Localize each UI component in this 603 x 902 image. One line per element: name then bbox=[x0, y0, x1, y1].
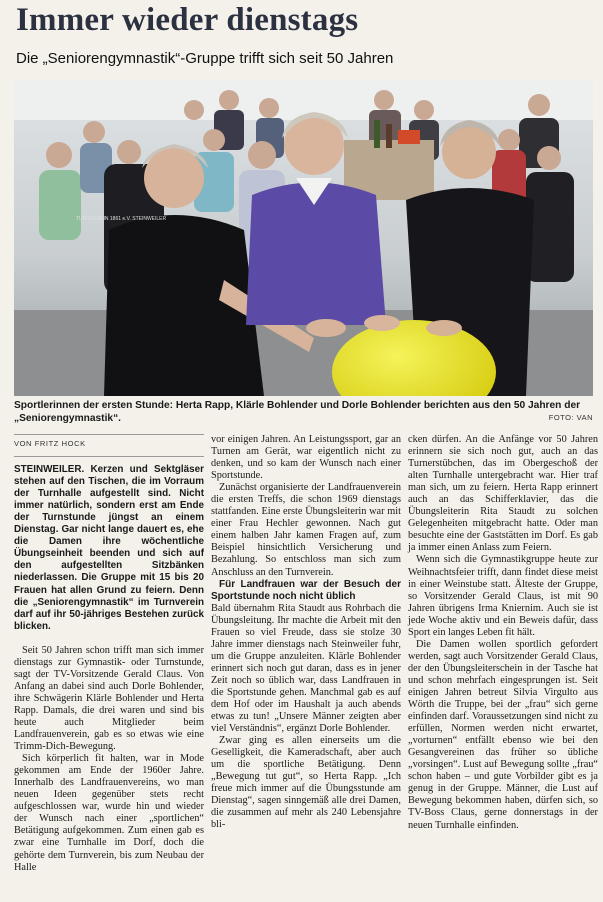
headline: Immer wieder dienstags bbox=[16, 2, 359, 38]
lead-paragraph bbox=[14, 464, 204, 633]
paragraph: Sich körperlich fit halten, war in Mode gekommen am Ende der 1960er Jahre. Innerhalb des Landfrauenvereins, wo man neuen Ideen gegenüber stets recht aufgeschlossen war, wurde hin und wieder der Wunsch nach einer „sportlichen“ Betätigung aufgekommen. Zum einen gab es zwar eine Turnhalle im Dorf, doch die gehörte dem Turnverein, bis zum Neubau der Halle bbox=[14, 753, 204, 873]
paragraph: vor einigen Jahren. An Leistungssport, gar an Turnen am Gerät, war eigentlich nicht zu denken, und so kam der Wunsch nach einer Sportstunde. bbox=[211, 434, 401, 482]
paragraph: Zunächst organisierte der Landfrauenverein die ersten Treffs, die schon 1969 dienstags stattfanden. Eine erste Übungsleiterin war mit einer Frau Hechler gewonnen. Nach gut einem halben Jahr kamen Fragen auf, zum Beispiel hinsichtlich Versicherung und Bezahlung. So entschloss man sich zum Anschluss an den Turnverein. bbox=[211, 482, 401, 578]
subheading: Für Landfrauen war der Besuch der Sportstunde noch nicht üblich bbox=[211, 578, 401, 602]
paragraph: Zwar ging es allen einerseits um die Geselligkeit, die Kameradschaft, aber auch um die sportliche Betätigung. Denn „Bewegung tut gut“, so Herta Rapp. „Ich freue mich immer auf die Übungsstunde am Dienstag“, sagen sinngemäß alle drei Damen, die zusammen auf mehr als 240 Lebensjahre bli- bbox=[211, 735, 401, 831]
subheadline: Die „Seniorengymnastik“-Gruppe trifft sich seit 50 Jahren bbox=[16, 50, 394, 67]
paragraph: Die Damen wollen sportlich gefordert werden, sagt auch Vorsitzender Gerald Claus, der den Übungsleiterschein in der Tasche hat und schon mehrfach eingesprungen ist. Seit einigen Jahren betreut Silvia Virgulto aus Wörth die Truppe, bei der „frau“ sich gerne einfinden darf. Voraussetzungen sind nicht zu erfüllen, Normen werden nicht erwartet, „vorturnen“ entfällt ebenso wie bei den Gesangvereinen das früher so übliche „vorsingen“. Lust auf Bewegung sollte „frau“ schon haben – und gute Vorbilder gibt es ja genug in der Gruppe. Männer, die Lust auf Bewegung bekommen haben, dürfen sich, so TV-Boss Claus, gerne donnerstags in der neuen Turnhalle einfinden. bbox=[408, 638, 598, 831]
author-line: VON FRITZ HOCK bbox=[14, 434, 204, 457]
article-photo bbox=[14, 80, 593, 396]
dateline: STEINWEILER. bbox=[14, 464, 85, 476]
column-3 bbox=[408, 434, 598, 832]
paragraph: cken dürfen. An die Anfänge vor 50 Jahren erinnern sie sich noch gut, auch an das Turnerstübchen, das im Obergeschoß der alten Turnhalle untergebracht war. Hier traf man sich, um zu feiern. Herta Rapp erinnert auch an das Schifferklavier, das die Übungsleiterin Rita Staudt zu solchen Gelegenheiten mitgebracht hatte. Oder man besuchte eine der Gaststätten im Dorf. Es gab ja immer einen Anlass zum Feiern. bbox=[408, 434, 598, 554]
photo-caption: Sportlerinnen der ersten Stunde: Herta Rapp, Klärle Bohlender und Dorle Bohlender berichten aus den 50 Jahren der „Seniorengymnastik“. bbox=[14, 400, 581, 424]
column-1 bbox=[14, 434, 204, 874]
paragraph: Wenn sich die Gymnastikgruppe heute zur Weihnachtsfeier trifft, dann findet diese meist in einer Weinstube statt. Älteste der Gruppe, so Vorsitzender Gerald Claus, ist mit 90 Jahren übrigens Irma Kniernim. Auch sie ist jede Woche aktiv und ein Beweis dafür, dass Sport ein langes Leben fit hält. bbox=[408, 554, 598, 638]
photo-credit: FOTO: VAN bbox=[548, 413, 593, 422]
photo-illustration bbox=[14, 80, 593, 396]
paragraph: Bald übernahm Rita Staudt aus Rohrbach die Übungsleitung. Ihr machte die Arbeit mit den Frauen so viel Freude, dass sie stolze 30 Jahre immer dienstags nach Steinweiler fuhr, um die Gruppe anzuleiten. Klärle Bohlender erinnert sich noch gut daran, dass es in jener Zeit noch so üblich war, dass Landfrauen in die Sportstunde gehen. Manchmal gab es auf dem Hof oder im Haushalt ja auch abends etwas zu tun! „Unsere Männer zeigten aber viel Verständnis“, ergänzt Dorle Bohlender. bbox=[211, 602, 401, 735]
lead-text: Kerzen und Sektgläser stehen auf den Tischen, die im Vorraum der Turnhalle aufgestellt sind. Nicht immer natürlich, sondern erst am Ende der Turnstunde jüngst an einem Dienstag. Gar nicht lange dauert es, ehe die Damen ihre wöchentliche Übungseinheit beenden und sich auf den aufgestellten Sitzbänken niederlassen. Die Gruppe mit 15 bis 20 Frauen hat allen Grund zu feiern. Denn die „Seniorengymnastik“ im Turnverein darf auf ihr 50-jähriges Bestehen zurück blicken. bbox=[14, 464, 204, 632]
paragraph: Seit 50 Jahren schon trifft man sich immer dienstags zur Gymnastik- oder Turnstunde, sagt der TV-Vorsitzende Gerald Claus. Von Anfang an dabei sind auch Dorle Bohlender, ihre Schwägerin Klärle Bohlender und Herta Rapp. Damals, die drei waren und sind bis heute auch Mitglieder beim Landfrauenverein, gab es so etwas wie eine Trimm-Dich-Bewegung. bbox=[14, 644, 204, 753]
shirt-print: TURNVEREIN 1861 e.V. STEINWEILER bbox=[76, 216, 167, 222]
column-2 bbox=[211, 434, 401, 831]
